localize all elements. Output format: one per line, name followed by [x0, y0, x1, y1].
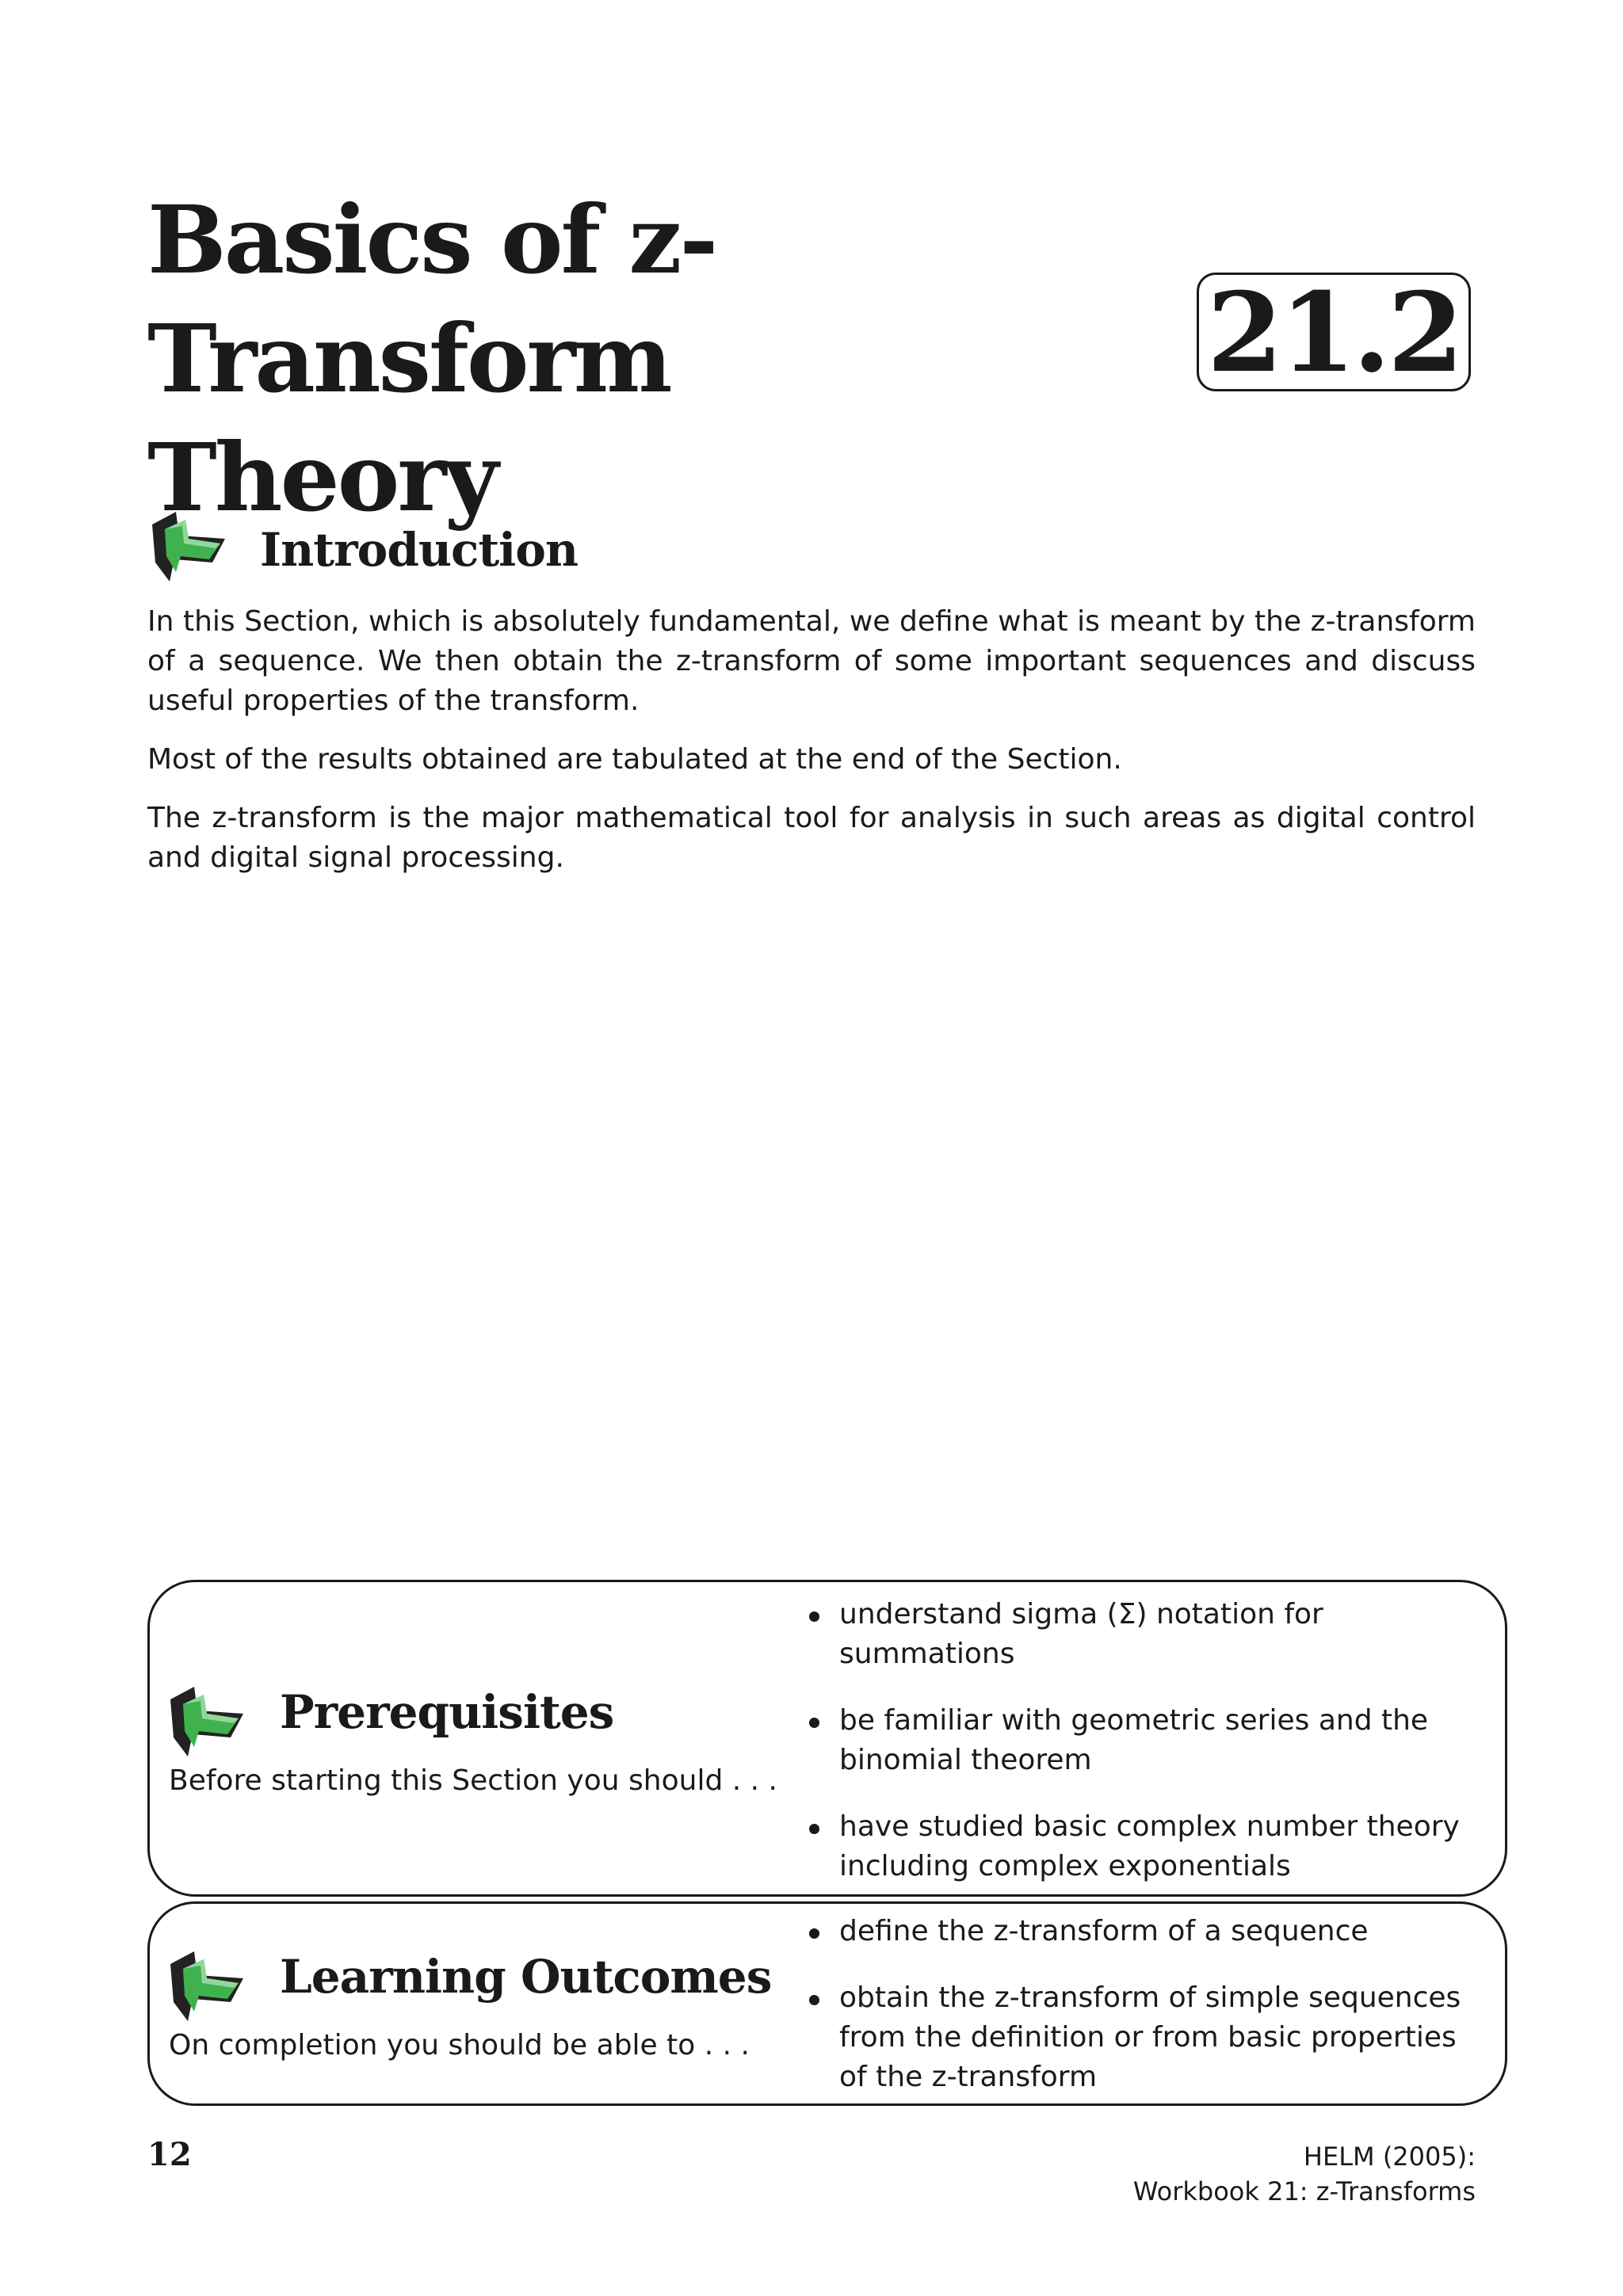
- green-arrow-icon: [166, 1682, 251, 1761]
- prerequisites-subtitle: Before starting this Section you should . . .: [169, 1764, 777, 1797]
- introduction-paragraph: The z-transform is the major mathematical tool for analysis in such areas as digital control and digital signal processing.: [147, 802, 1476, 874]
- title-line-2: Theory: [147, 422, 497, 532]
- list-item: have studied basic complex number theory including complex exponentials: [808, 1807, 1489, 1886]
- list-item: define the z-transform of a sequence: [808, 1912, 1489, 1951]
- list-item: understand sigma (Σ) notation for summations: [808, 1595, 1489, 1674]
- introduction-paragraph: In this Section, which is absolutely fundamental, we define what is meant by the z-transform of a sequence. We then obtain the z-transform of some important sequences and discuss useful properties of the transform.: [147, 605, 1476, 717]
- page-number: 12: [147, 2136, 192, 2173]
- list-item: obtain the z-transform of simple sequences from the definition or from basic properties of the z-transform: [808, 1978, 1489, 2097]
- prerequisites-heading: Prerequisites: [280, 1685, 614, 1739]
- prerequisites-list: [808, 1595, 1489, 1913]
- learning-outcomes-list: [808, 1912, 1489, 2124]
- green-arrow-icon: [166, 1947, 251, 2026]
- learning-outcomes-subtitle: On completion you should be able to . . .: [169, 2029, 750, 2061]
- page-title: [147, 181, 1178, 537]
- prerequisites-box: [147, 1580, 1507, 1897]
- introduction-body: [147, 602, 1476, 897]
- introduction-heading: Introduction: [260, 523, 579, 577]
- green-arrow-icon: [147, 507, 233, 586]
- introduction-paragraph: Most of the results obtained are tabulated at the end of the Section.: [147, 743, 1122, 776]
- footer-source: [1133, 2139, 1476, 2209]
- learning-outcomes-heading: Learning Outcomes: [280, 1950, 772, 2004]
- list-item: be familiar with geometric series and the binomial theorem: [808, 1701, 1489, 1780]
- learning-outcomes-box: [147, 1901, 1507, 2106]
- footer-source-line-2: Workbook 21: z-Transforms: [1132, 2176, 1476, 2206]
- title-line-1: Basics of z-Transform: [147, 185, 716, 414]
- section-number-badge: 21.2: [1197, 273, 1471, 391]
- footer-source-line-1: HELM (2005):: [1303, 2142, 1476, 2172]
